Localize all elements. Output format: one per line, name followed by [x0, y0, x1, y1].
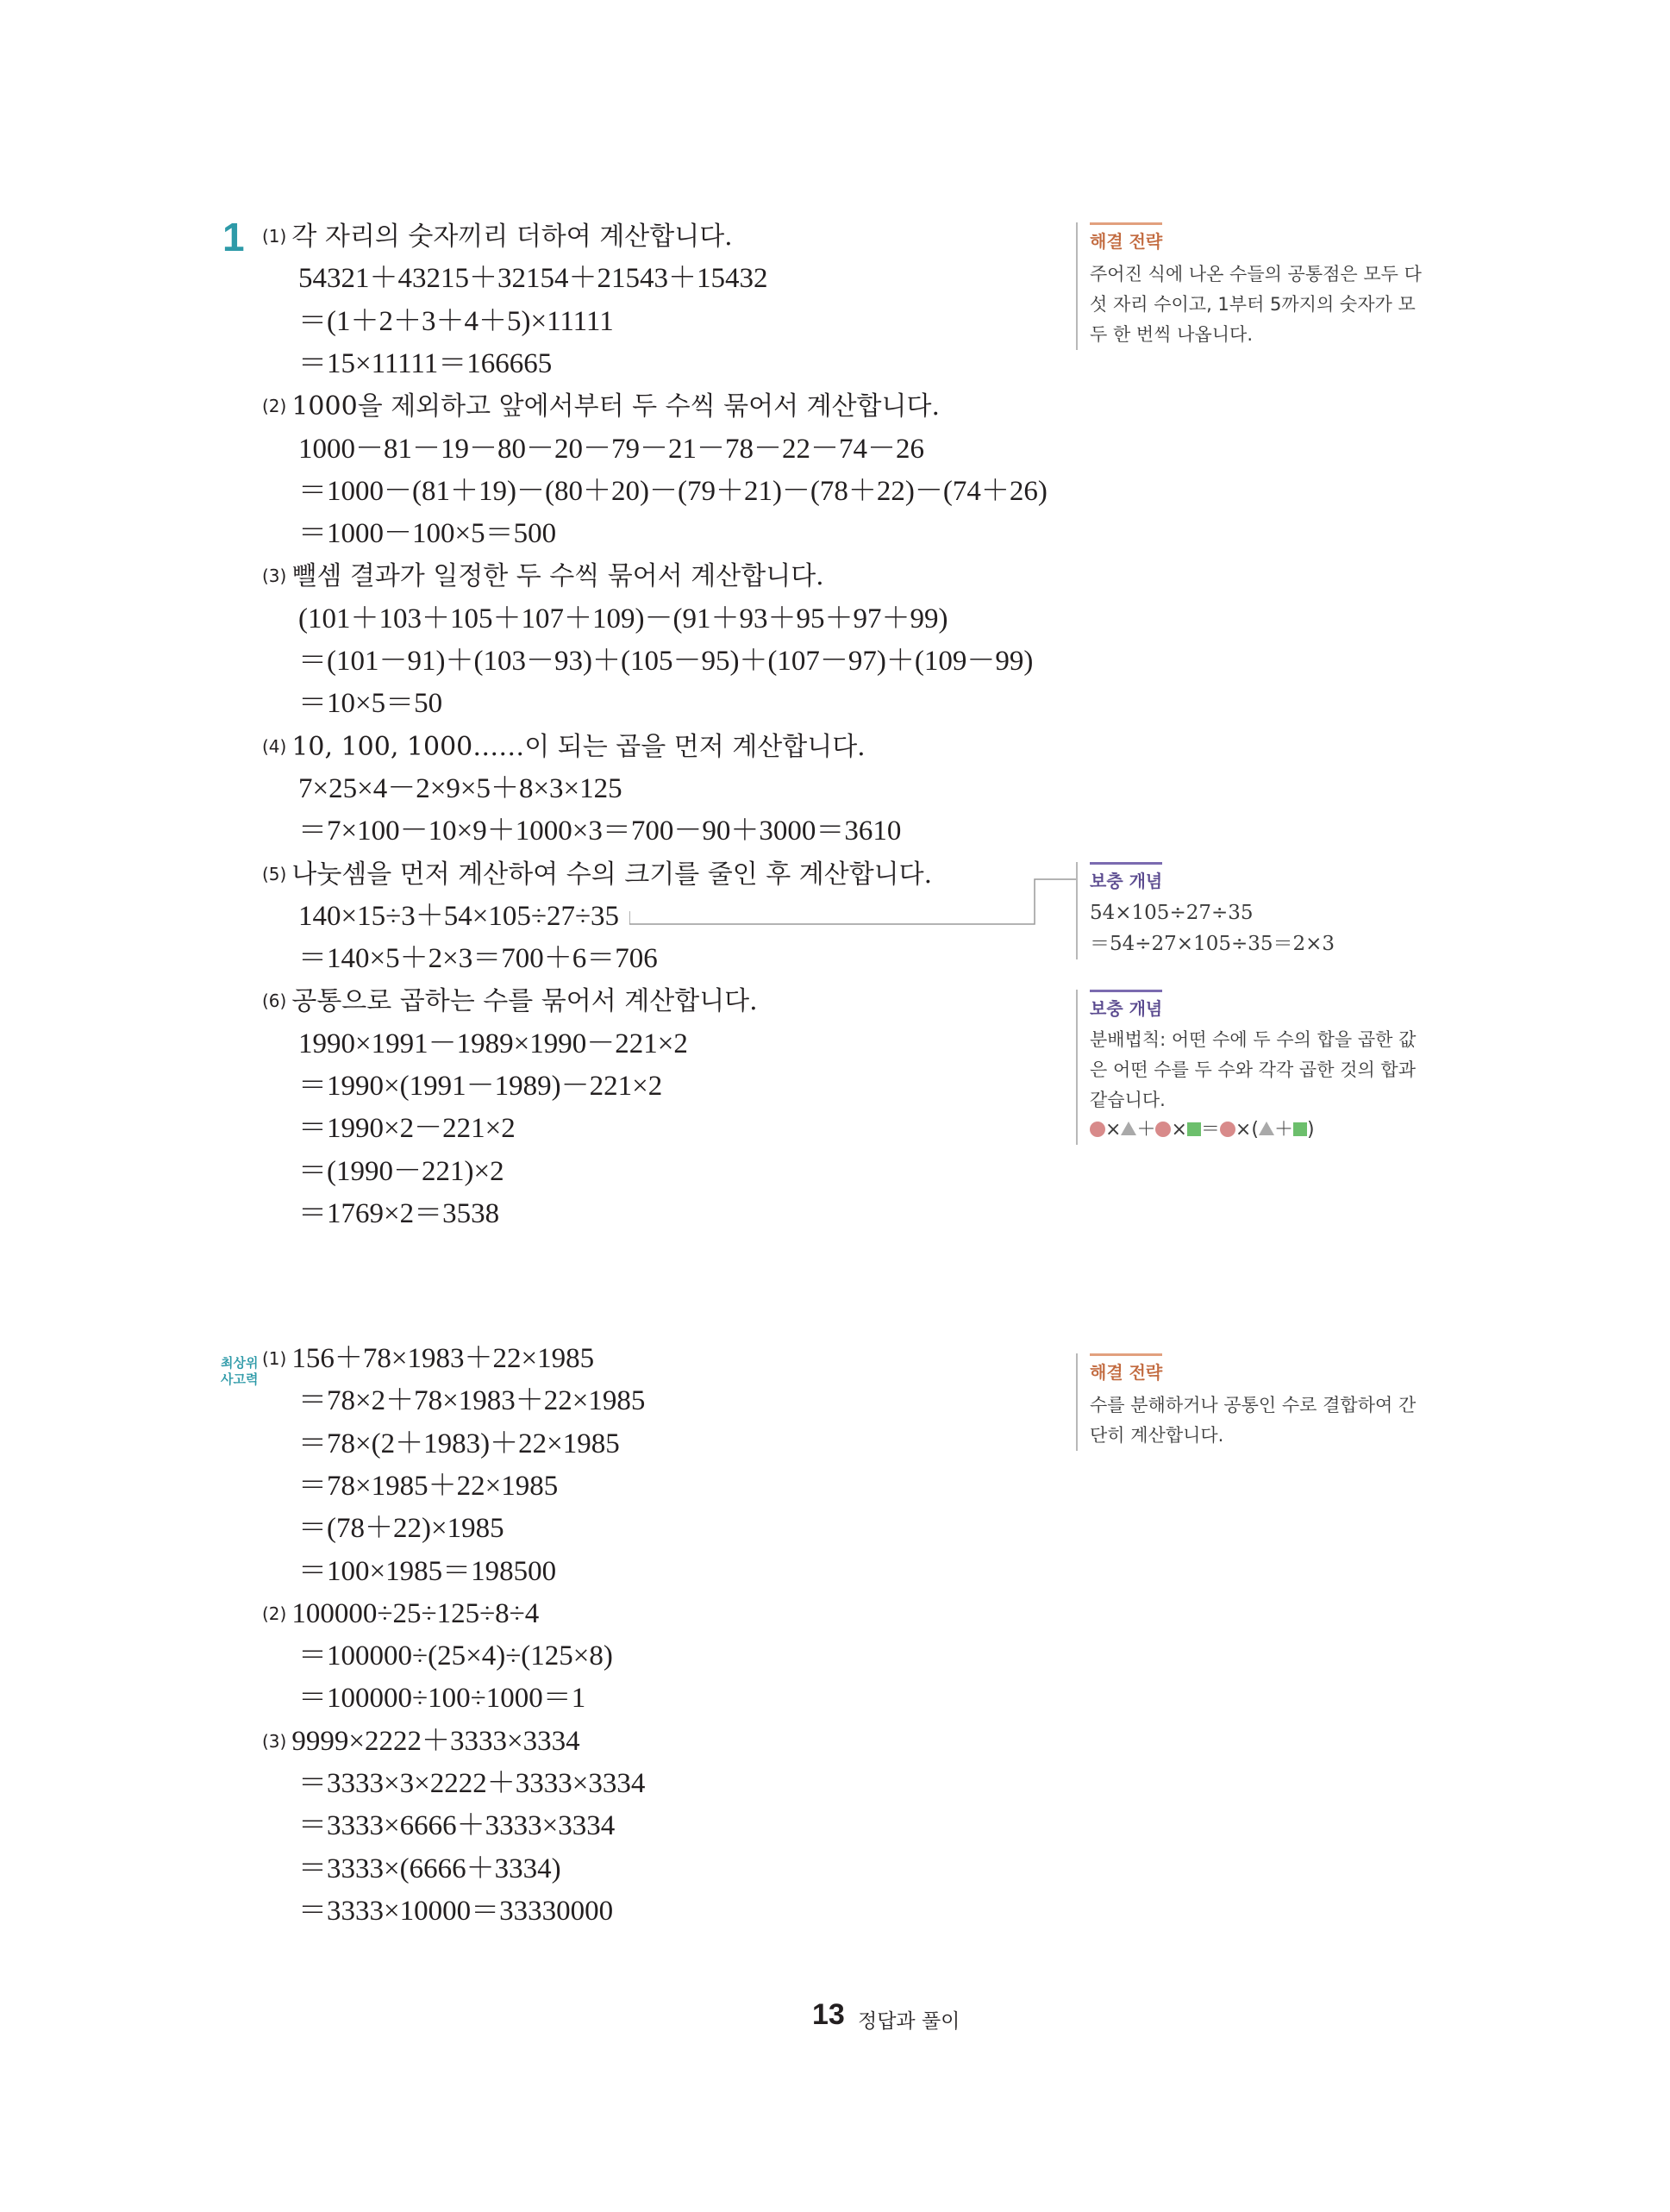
- solution-step-line: [298, 1852, 561, 1886]
- distributive-formula: [1090, 1115, 1452, 1145]
- note-strategy-1: [1076, 222, 1452, 350]
- note-math-line: ＝54÷27×105÷35＝2×3: [1090, 933, 1335, 955]
- note-tab-concept: 보충 개념: [1090, 862, 1162, 892]
- solution-step-line: [298, 347, 552, 381]
- footer-label: 정답과 풀이: [858, 2010, 960, 2033]
- circle-icon: [1220, 1122, 1235, 1137]
- formula-op: ＋: [1136, 1119, 1156, 1140]
- step-text: 54321＋43215＋32154＋21543＋15432: [298, 263, 768, 295]
- sub-problem-number: (5): [262, 863, 287, 884]
- step-text: 뺄셈 결과가 일정한 두 수씩 묶어서 계산합니다.: [291, 561, 824, 592]
- step-text: 나눗셈을 먼저 계산하여 수의 크기를 줄인 후 계산합니다.: [291, 859, 933, 890]
- step-text: ＝(1＋2＋3＋4＋5)×11111: [298, 305, 614, 337]
- solution-step-line: [298, 814, 901, 848]
- solution-step-heading: [262, 1724, 580, 1759]
- step-text: 156＋78×1983＋22×1985: [291, 1343, 595, 1374]
- formula-op: ×: [1105, 1119, 1122, 1140]
- solution-step-line: [298, 941, 658, 976]
- step-text: ＝3333×6666＋3333×3334: [298, 1810, 616, 1842]
- step-text: ＝3333×10000＝33330000: [298, 1895, 614, 1927]
- solution-step-line: [298, 899, 619, 934]
- sub-problem-number: (2): [262, 396, 287, 417]
- step-text: ＝78×2＋78×1983＋22×1985: [298, 1385, 646, 1417]
- sub-problem-number: (4): [262, 735, 287, 757]
- circle-icon: [1090, 1122, 1105, 1137]
- step-text: 공통으로 곱하는 수를 묶어서 계산합니다.: [291, 986, 758, 1017]
- step-text: ＝(101－91)＋(103－93)＋(105－95)＋(107－97)＋(109－99): [298, 646, 1034, 677]
- page-number: 13: [812, 1998, 845, 2031]
- sub-problem-number: (2): [262, 1603, 287, 1624]
- step-text: 1990×1991－1989×1990－221×2: [298, 1028, 688, 1059]
- step-text: 7×25×4－2×9×5＋8×3×125: [298, 772, 622, 804]
- solution-step-line: [298, 432, 924, 466]
- step-text: ＝100000÷(25×4)÷(125×8): [298, 1640, 613, 1672]
- note-line: 같습니다.: [1090, 1090, 1166, 1110]
- solution-step-heading: [262, 1597, 539, 1631]
- sub-problem-number: (3): [262, 1730, 287, 1752]
- step-text: 각 자리의 숫자끼리 더하여 계산합니다.: [291, 222, 733, 252]
- sub-problem-number: (6): [262, 990, 287, 1012]
- step-text: ＝1000－100×5＝500: [298, 518, 557, 550]
- solution-step-line: [298, 602, 948, 636]
- solution-step-line: [298, 1384, 645, 1418]
- step-text: ＝(78＋22)×1985: [298, 1513, 504, 1545]
- step-text: ＝100000÷100÷1000＝1: [298, 1683, 586, 1715]
- note-tab-strategy: 해결 전략: [1090, 1353, 1162, 1384]
- solution-step-line: [298, 686, 442, 721]
- solution-step-line: [298, 474, 1048, 509]
- note-concept-2: [1076, 990, 1452, 1145]
- badge-line-1: 최상위: [221, 1355, 259, 1371]
- solution-step-line: [298, 1681, 585, 1715]
- step-text: ＝78×1985＋22×1985: [298, 1470, 559, 1502]
- problem-number: 1: [222, 215, 245, 259]
- step-text: ＝100×1985＝198500: [298, 1555, 557, 1587]
- formula-op: ×: [1171, 1119, 1187, 1140]
- step-text: 10, 100, 1000……이 되는 곱을 먼저 계산합니다.: [291, 731, 866, 762]
- step-text: 1000을 제외하고 앞에서부터 두 수씩 묶어서 계산합니다.: [291, 391, 941, 422]
- step-text: 1000－81－19－80－20－79－21－78－22－74－26: [298, 433, 924, 465]
- step-text: ＝(1990－221)×2: [298, 1155, 504, 1187]
- solution-step-line: [298, 1809, 615, 1843]
- triangle-icon: [1121, 1122, 1136, 1135]
- note-line: 섯 자리 수이고, 1부터 5까지의 숫자가 모: [1090, 294, 1416, 315]
- solution-step-heading: [262, 389, 940, 423]
- solution-step-line: [298, 1639, 613, 1673]
- step-text: ＝15×11111＝166665: [298, 347, 553, 379]
- square-icon: [1293, 1122, 1307, 1136]
- note-connector-line: [629, 871, 1078, 935]
- step-text: 9999×2222＋3333×3334: [291, 1725, 580, 1757]
- solution-step-line: [298, 1111, 516, 1146]
- solution-step-line: [298, 1069, 662, 1103]
- solution-step-heading: [262, 1341, 594, 1376]
- triangle-icon: [1259, 1122, 1274, 1135]
- solution-step-line: [298, 1154, 504, 1189]
- formula-op: ＋: [1273, 1119, 1293, 1140]
- square-icon: [1187, 1122, 1201, 1136]
- solution-step-heading: [262, 219, 733, 253]
- solution-step-line: [298, 1766, 645, 1801]
- note-line: 수를 분해하거나 공통인 수로 결합하여 간: [1090, 1395, 1417, 1415]
- note-line: 은 어떤 수를 두 수와 각각 곱한 것의 합과: [1090, 1059, 1416, 1080]
- step-text: ＝3333×3×2222＋3333×3334: [298, 1768, 646, 1799]
- step-text: ＝3333×(6666＋3334): [298, 1853, 561, 1884]
- solution-step-line: [298, 1469, 558, 1503]
- note-line: 두 한 번씩 나옵니다.: [1090, 324, 1253, 345]
- solution-step-line: [298, 516, 556, 551]
- circle-icon: [1155, 1122, 1171, 1137]
- sub-problem-number: (1): [262, 1348, 287, 1369]
- solution-step-line: [298, 1427, 620, 1461]
- note-tab-concept: 보충 개념: [1090, 990, 1162, 1020]
- badge-line-2: 사고력: [221, 1372, 259, 1387]
- solution-step-heading: [262, 559, 824, 593]
- step-text: ＝7×100－10×9＋1000×3＝700－90＋3000＝3610: [298, 815, 902, 847]
- formula-op: ): [1306, 1119, 1315, 1140]
- note-strategy-2: [1076, 1353, 1452, 1451]
- step-text: ＝1990×(1991－1989)－221×2: [298, 1071, 663, 1102]
- top-level-thinking-badge: [221, 1355, 258, 1388]
- note-tab-strategy: 해결 전략: [1090, 222, 1162, 253]
- formula-op: ×(: [1235, 1119, 1259, 1140]
- step-text: ＝10×5＝50: [298, 688, 443, 720]
- step-text: 140×15÷3＋54×105÷27÷35: [298, 900, 620, 932]
- step-text: ＝140×5＋2×3＝700＋6＝706: [298, 943, 658, 975]
- solution-step-line: [298, 1197, 499, 1231]
- step-text: 100000÷25÷125÷8÷4: [291, 1597, 540, 1629]
- solution-step-line: [298, 304, 614, 339]
- note-math-line: 54×105÷27÷35: [1090, 902, 1254, 924]
- solution-step-line: [298, 1511, 504, 1546]
- solution-step-line: [298, 261, 768, 296]
- sub-problem-number: (1): [262, 226, 287, 247]
- solution-step-line: [298, 772, 622, 806]
- step-text: ＝1769×2＝3538: [298, 1197, 500, 1229]
- note-line: 단히 계산합니다.: [1090, 1425, 1224, 1446]
- note-concept-1: [1076, 862, 1452, 959]
- note-line: 분배법칙: 어떤 수에 두 수의 합을 곱한 값: [1090, 1029, 1417, 1050]
- solution-step-line: [298, 1554, 556, 1589]
- solution-step-line: [298, 1027, 688, 1061]
- step-text: ＝1000－(81＋19)－(80＋20)－(79＋21)－(78＋22)－(74＋26): [298, 475, 1048, 507]
- formula-op: ＝: [1200, 1119, 1220, 1140]
- step-text: ＝1990×2－221×2: [298, 1113, 516, 1145]
- solution-step-heading: [262, 729, 866, 764]
- solution-step-line: [298, 1894, 613, 1928]
- solution-step-line: [298, 644, 1033, 678]
- step-text: ＝78×(2＋1983)＋22×1985: [298, 1428, 620, 1459]
- step-text: (101＋103＋105＋107＋109)－(91＋93＋95＋97＋99): [298, 603, 948, 634]
- sub-problem-number: (3): [262, 565, 287, 587]
- note-line: 주어진 식에 나온 수들의 공통점은 모두 다: [1090, 264, 1422, 284]
- solution-step-heading: [262, 984, 758, 1018]
